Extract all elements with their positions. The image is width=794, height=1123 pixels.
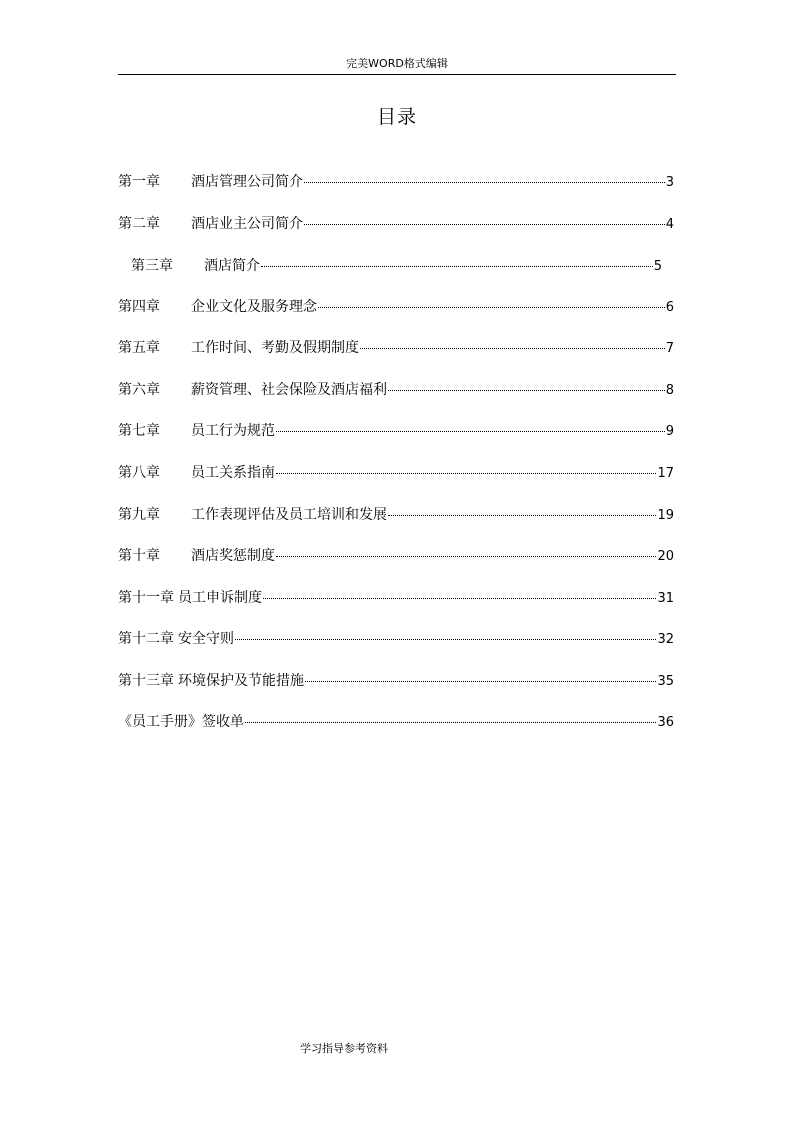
toc-chapter-label: 第六章 (118, 382, 160, 398)
toc-entry-title: 酒店业主公司简介 (191, 216, 303, 232)
toc-entry-title: 酒店管理公司简介 (191, 174, 303, 190)
toc-entry-title: 员工申诉制度 (178, 590, 262, 606)
toc-chapter-label: 第八章 (118, 465, 160, 481)
toc-dot-leader (235, 638, 656, 640)
toc-entry-title: 工作表现评估及员工培训和发展 (191, 507, 387, 523)
page-header: 完美WORD格式编辑 (118, 54, 676, 75)
toc-chapter-label: 第三章 (131, 258, 173, 274)
toc-dot-leader (261, 265, 653, 267)
toc-entry-5[interactable] (118, 336, 674, 360)
toc-page-number: 6 (665, 300, 674, 315)
toc-entry-1[interactable] (118, 170, 674, 194)
toc-page-number: 9 (665, 424, 674, 439)
toc-page-number: 3 (665, 175, 674, 190)
toc-dot-leader (318, 306, 665, 308)
toc-page-number: 20 (657, 549, 674, 564)
toc-entry-10[interactable] (118, 544, 674, 568)
toc-dot-leader (388, 514, 656, 516)
toc-dot-leader (276, 430, 665, 432)
toc-dot-leader (263, 597, 656, 599)
toc-page-number: 4 (665, 217, 674, 232)
toc-entry-title: 企业文化及服务理念 (191, 299, 317, 315)
toc-page-number: 31 (657, 591, 674, 606)
toc-dot-leader (304, 181, 665, 183)
toc-entry-title: 薪资管理、社会保险及酒店福利 (191, 382, 387, 398)
toc-chapter-label: 第二章 (118, 216, 160, 232)
toc-page-number: 5 (653, 259, 662, 274)
toc-dot-leader (360, 347, 665, 349)
toc-page-number: 19 (657, 508, 674, 523)
toc-entry-11[interactable] (118, 586, 674, 610)
toc-entry-title: 工作时间、考勤及假期制度 (191, 340, 359, 356)
toc-chapter-label: 第五章 (118, 340, 160, 356)
toc-entry-title: 酒店简介 (204, 258, 260, 274)
toc-entry-3[interactable] (131, 254, 662, 278)
toc-entry-13[interactable] (118, 669, 674, 693)
toc-entry-title: 安全守则 (178, 631, 234, 647)
toc-entry-12[interactable] (118, 627, 674, 651)
page-title: 目录 (376, 106, 417, 128)
toc-entry-7[interactable] (118, 419, 674, 443)
toc-chapter-label: 第七章 (118, 423, 160, 439)
toc-entry-2[interactable] (118, 212, 674, 236)
toc-dot-leader (305, 680, 656, 682)
toc-entry-4[interactable] (118, 295, 674, 319)
toc-chapter-label: 第十三章 (118, 673, 174, 689)
toc-dot-leader (276, 555, 656, 557)
toc-page-number: 35 (657, 674, 674, 689)
toc-chapter-label: 第十一章 (118, 590, 174, 606)
toc-chapter-label: 第一章 (118, 174, 160, 190)
toc-page-number: 7 (665, 341, 674, 356)
toc-page-number: 32 (657, 632, 674, 647)
toc-dot-leader (388, 389, 665, 391)
toc-entry-8[interactable] (118, 461, 674, 485)
toc-chapter-label: 第四章 (118, 299, 160, 315)
toc-chapter-label: 第十章 (118, 548, 160, 564)
toc-page-number: 36 (657, 715, 674, 730)
toc-entry-title: 员工关系指南 (191, 465, 275, 481)
toc-entry-title: 《员工手册》签收单 (118, 714, 244, 730)
toc-entry-title: 环境保护及节能措施 (178, 673, 304, 689)
toc-entry-title: 员工行为规范 (191, 423, 275, 439)
toc-entry-9[interactable] (118, 503, 674, 527)
toc-entry-6[interactable] (118, 378, 674, 402)
toc-entry-14[interactable] (118, 710, 674, 734)
toc-page-number: 8 (665, 383, 674, 398)
toc-entry-title: 酒店奖惩制度 (191, 548, 275, 564)
toc-dot-leader (304, 223, 665, 225)
toc-dot-leader (276, 472, 656, 474)
toc-chapter-label: 第九章 (118, 507, 160, 523)
toc-dot-leader (245, 721, 656, 723)
page-footer: 学习指导参考资料 (300, 1042, 388, 1055)
toc-page-number: 17 (657, 466, 674, 481)
toc-chapter-label: 第十二章 (118, 631, 174, 647)
